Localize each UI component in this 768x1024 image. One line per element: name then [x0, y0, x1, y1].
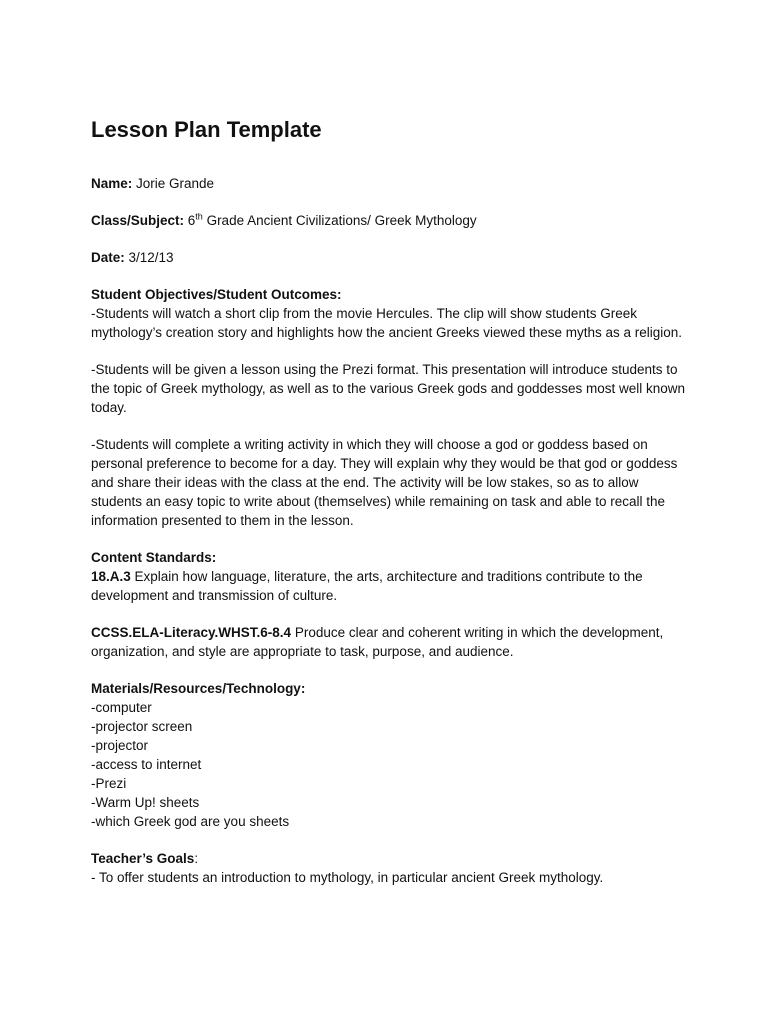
teacher-goals-colon: :	[194, 851, 199, 866]
materials-list	[91, 698, 691, 831]
list-item: -Prezi	[91, 776, 127, 791]
list-item: -which Greek god are you sheets	[91, 814, 290, 829]
objective-item: -Students will be given a lesson using the Prezi format. This presentation will introduce students to the topic of Greek mythology, as well as to the various Greek gods and goddesses most well known today.	[91, 362, 686, 415]
list-item: -Warm Up! sheets	[91, 795, 200, 810]
teacher-goals-heading: Teacher’s Goals	[91, 851, 195, 866]
teacher-goals-section	[91, 849, 691, 887]
date-label: Date:	[91, 250, 125, 265]
date-value: 3/12/13	[124, 250, 174, 265]
content-standards-heading: Content Standards:	[91, 550, 217, 565]
list-item: -projector screen	[91, 719, 193, 734]
document-title: Lesson Plan Template	[91, 117, 322, 142]
goal-item: - To offer students an introduction to mythology, in particular ancient Greek mythology.	[91, 870, 604, 885]
standard-item	[91, 623, 691, 661]
class-subject-field	[91, 211, 691, 230]
name-label: Name:	[91, 176, 133, 191]
list-item: -computer	[91, 700, 152, 715]
name-field	[91, 174, 691, 193]
standard-text: Produce clear and coherent writing in which the development, organization, and style are appropriate to task, purpose, and audience.	[91, 625, 664, 659]
class-subject-value-post: Grade Ancient Civilizations/ Greek Mythology	[202, 213, 477, 228]
standard-code: 18.A.3	[91, 569, 131, 584]
content-standards-section	[91, 548, 691, 661]
class-subject-value-pre: 6	[184, 213, 196, 228]
standard-code: CCSS.ELA-Literacy.WHST.6-8.4	[91, 625, 292, 640]
objective-item: -Students will complete a writing activity in which they will choose a god or goddess based on personal preference to become for a day. They will explain why they would be that god or goddess and share their ideas with the class at the end. The activity will be low stakes, so as to allow students an easy topic to write about (themselves) while remaining on task and able to recall the information presented to them in the lesson.	[91, 437, 678, 528]
class-subject-label: Class/Subject:	[91, 213, 185, 228]
objectives-section	[91, 285, 691, 530]
materials-heading: Materials/Resources/Technology:	[91, 681, 306, 696]
standard-text: Explain how language, literature, the arts, architecture and traditions contribute to the development and transmission of culture.	[91, 569, 643, 603]
objective-item: -Students will watch a short clip from the movie Hercules. The clip will show students Greek mythology’s creation story and highlights how the ancient Greeks viewed these myths as a religion.	[91, 306, 683, 340]
class-subject-value-sup: th	[195, 211, 203, 222]
teacher-goals-heading-line	[91, 849, 691, 868]
list-item: -projector	[91, 738, 149, 753]
name-value: Jorie Grande	[132, 176, 215, 191]
materials-section	[91, 679, 691, 831]
objectives-heading: Student Objectives/Student Outcomes:	[91, 287, 342, 302]
list-item: -access to internet	[91, 757, 202, 772]
lesson-plan-document	[91, 116, 691, 887]
date-field	[91, 248, 691, 267]
standard-item	[91, 567, 691, 605]
